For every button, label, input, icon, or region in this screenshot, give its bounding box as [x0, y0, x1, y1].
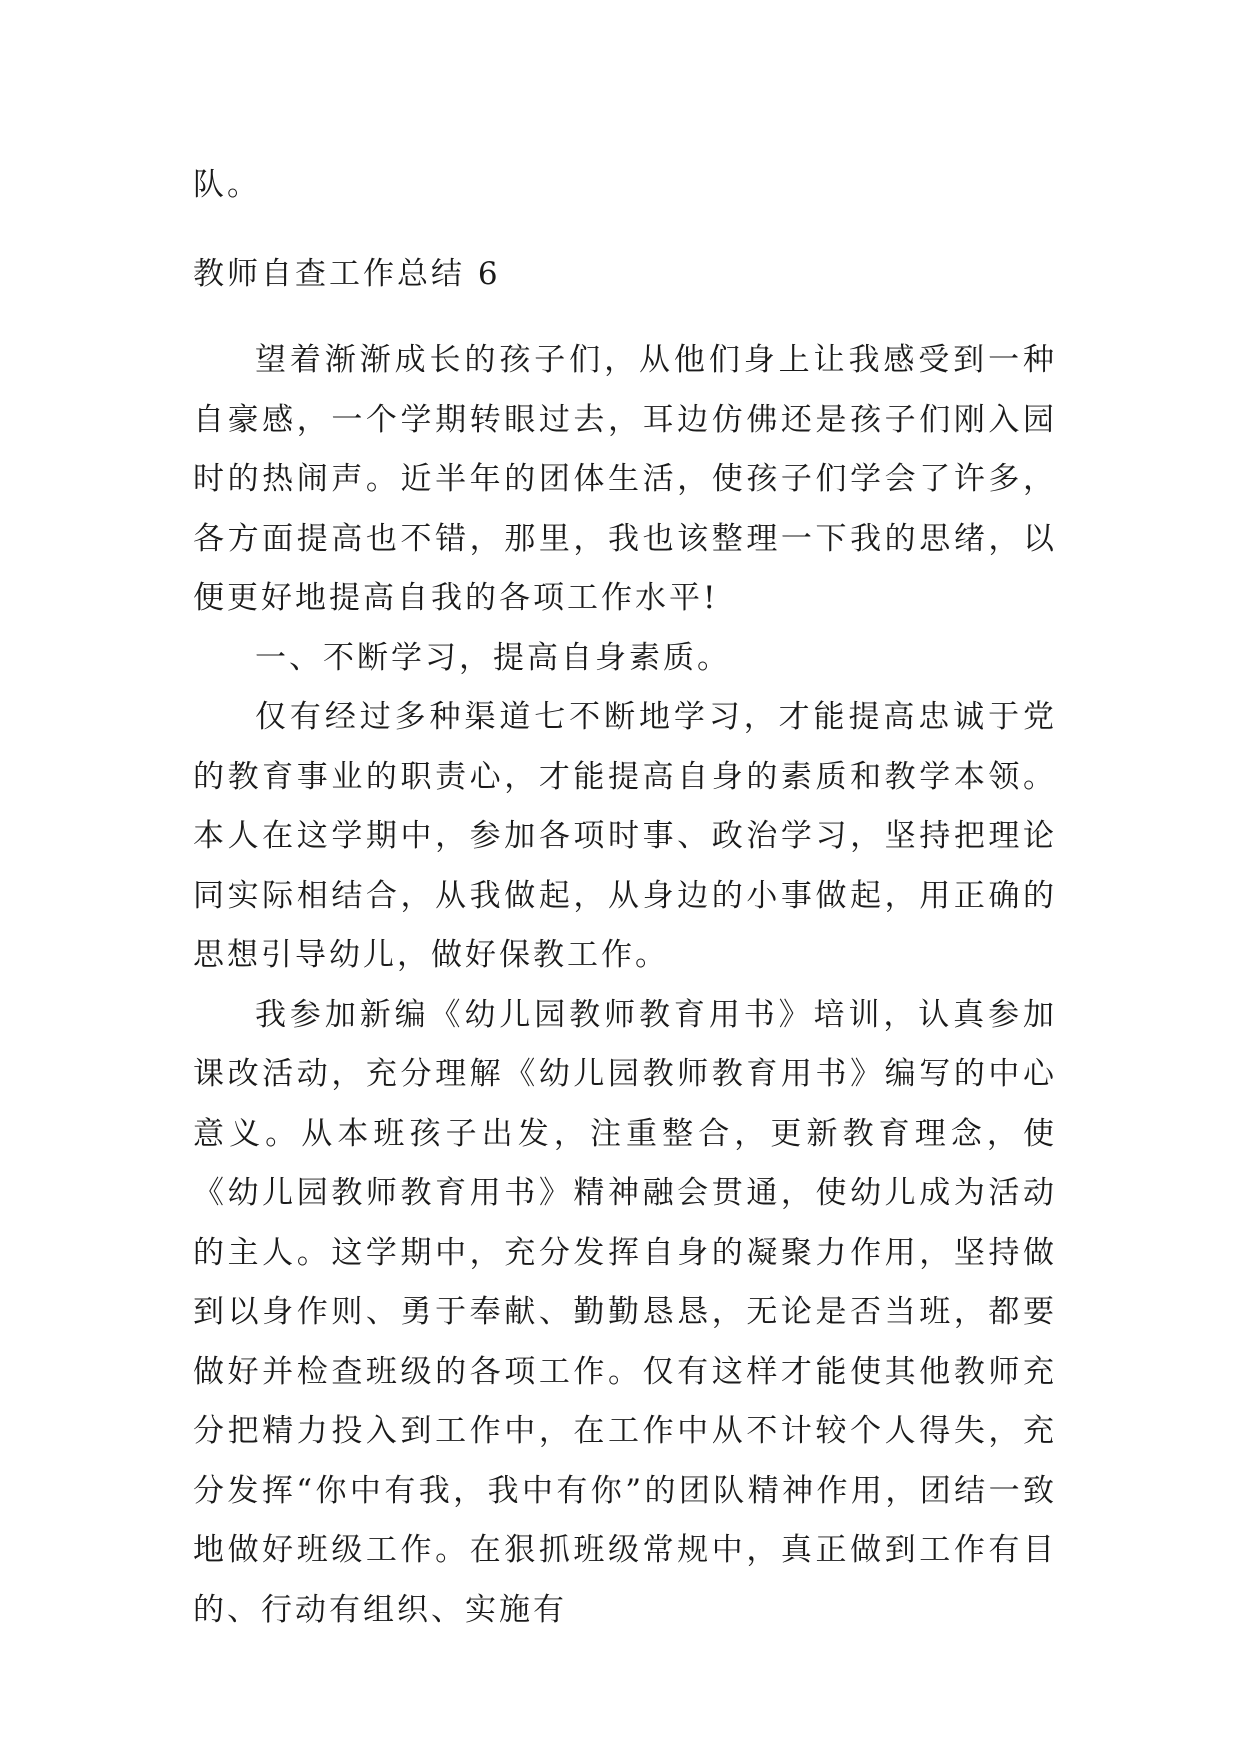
body-text: [193, 331, 1057, 1640]
continuation-text: [193, 156, 1057, 216]
continuation-line: 队。: [193, 167, 261, 203]
paragraph-study: 仅有经过多种渠道七不断地学习，才能提高忠诚于党的教育事业的职责心，才能提高自身的素质和教学本领。本人在这学期中，参加各项时事、政治学习，坚持把理论同实际相结合，从我做起，从身边的小事做起，用正确的思想引导幼儿，做好保教工作。: [193, 699, 1057, 973]
paragraph-heading-one: 一、不断学习，提高自身素质。: [255, 639, 731, 676]
paragraph-training: 我参加新编《幼儿园教师教育用书》培训，认真参加课改活动，充分理解《幼儿园教师教育用书》编写的中心意义。从本班孩子出发，注重整合，更新教育理念，使《幼儿园教师教育用书》精神融会贯通，使幼儿成为活动的主人。这学期中，充分发挥自身的凝聚力作用，坚持做到以身作则、勇于奉献、勤勤恳恳，无论是否当班，都要做好并检查班级的各项工作。仅有这样才能使其他教师充分把精力投入到工作中，在工作中从不计较个人得失，充分发挥“你中有我，我中有你”的团队精神作用，团结一致地做好班级工作。在狠抓班级常规中，真正做到工作有目的、行动有组织、实施有: [193, 996, 1057, 1628]
paragraph-intro: 望着渐渐成长的孩子们，从他们身上让我感受到一种自豪感，一个学期转眼过去，耳边仿佛还是孩子们刚入园时的热闹声。近半年的团体生活，使孩子们学会了许多，各方面提高也不错，那里，我也该整理一下我的思绪，以便更好地提高自我的各项工作水平!: [193, 342, 1057, 616]
section-title-text: 教师自查工作总结 6: [193, 256, 501, 292]
section-title: [193, 245, 1057, 305]
